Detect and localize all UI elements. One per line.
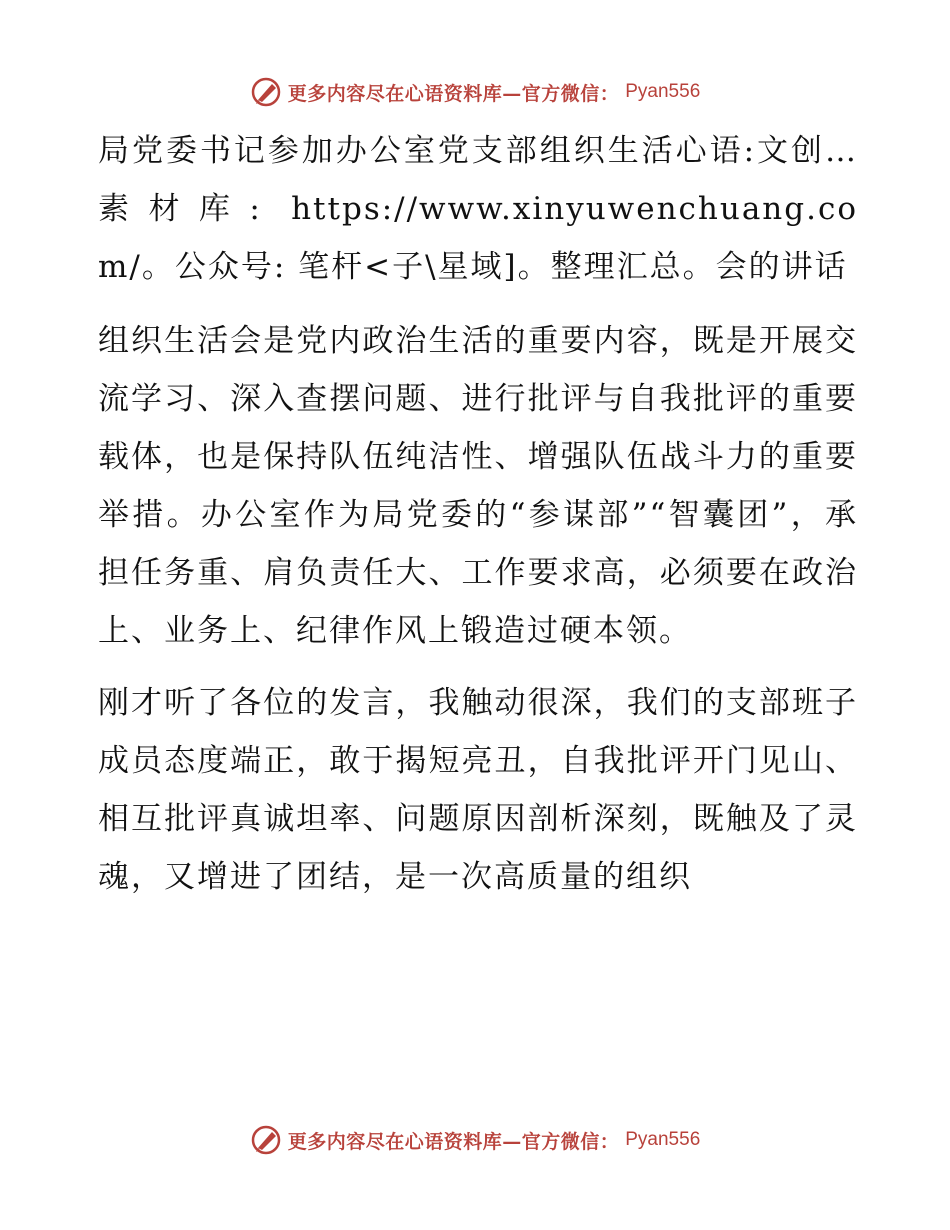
document-body	[98, 122, 858, 920]
wechat-id: Pyan556	[625, 1129, 701, 1150]
body-paragraph-1: 组织生活会是党内政治生活的重要内容，既是开展交流学习、深入查摆问题、进行批评与自我批评的重要载体，也是保持队伍纯洁性、增强队伍战斗力的重要举措。办公室作为局党委的“参谋部”“智囊团”，承担任务重、肩负责任大、工作要求高，必须要在政治上、业务上、纪律作风上锻造过硬本领。	[98, 323, 858, 649]
watermark-text: 更多内容尽在心语资料库—官方微信：	[287, 82, 620, 105]
wechat-id: Pyan556	[625, 81, 701, 102]
pen-logo-icon	[250, 1124, 282, 1156]
watermark-text: 更多内容尽在心语资料库—官方微信：	[287, 1130, 620, 1153]
header-watermark	[0, 72, 950, 112]
title-paragraph: 局党委书记参加办公室党支部组织生活心语:文创…素材库: https://www.xinyuwenchuang.com/。公众号: 笔杆<子\星域]。整理汇总。会的讲话	[98, 133, 858, 285]
footer-watermark	[0, 1120, 950, 1160]
pen-logo-icon	[250, 76, 282, 108]
body-paragraph-2: 刚才听了各位的发言，我触动很深，我们的支部班子成员态度端正，敢于揭短亮丑，自我批评开门见山、相互批评真诚坦率、问题原因剖析深刻，既触及了灵魂，又增进了团结，是一次高质量的组织	[98, 685, 858, 895]
